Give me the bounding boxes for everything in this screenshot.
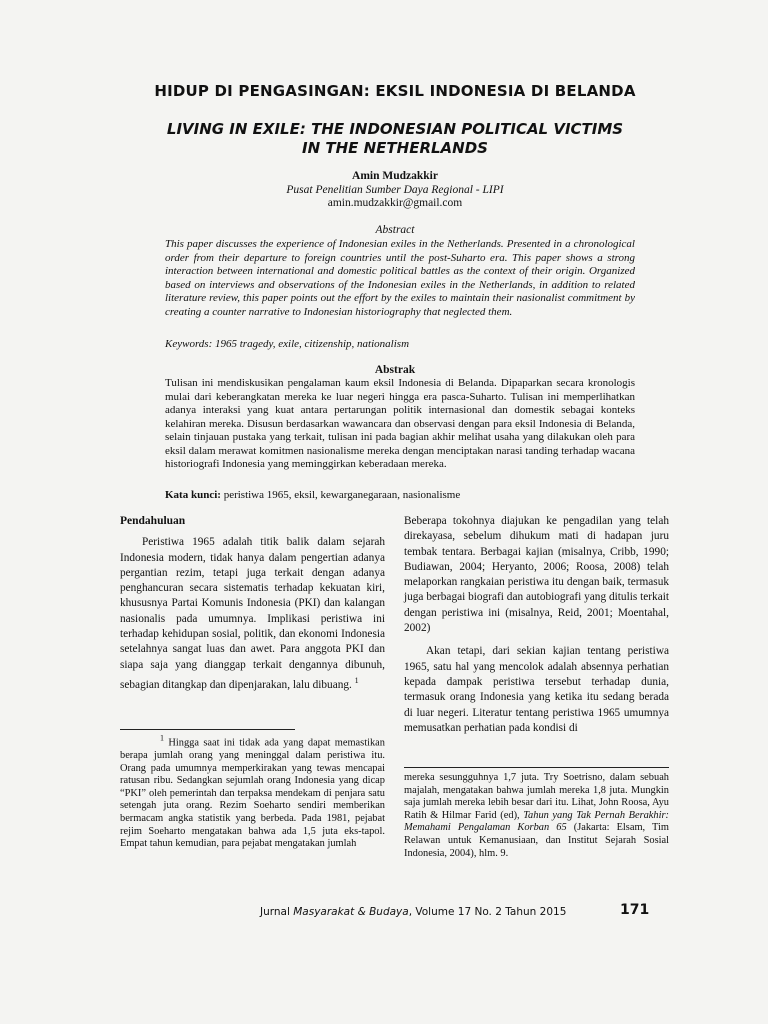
title-english-line-1: LIVING IN EXILE: THE INDONESIAN POLITICAL VICTIMS <box>166 120 624 138</box>
running-footer <box>260 906 566 918</box>
kata-kunci-values: peristiwa 1965, eksil, kewarganegaraan, nasionalisme <box>220 489 461 501</box>
left-column <box>120 514 385 693</box>
title-indonesian: HIDUP DI PENGASINGAN: EKSIL INDONESIA DI BELANDA <box>154 82 636 100</box>
author-name: Amin Mudzakkir <box>352 170 438 182</box>
kata-kunci-label: Kata kunci: <box>165 489 221 501</box>
body-paragraph-3: Akan tetapi, dari sekian kajian tentang peristiwa 1965, satu hal yang mencolok adalah absennya perhatian kepada dampak peristiwa tersebut terhadap dunia, termasuk orang Indonesia yang ketika itu sedang berada di luar negeri. Literatur tentang peristiwa 1965 umumnya memusatkan perhatian pada kondisi di <box>404 645 669 734</box>
footnote-divider-right <box>404 767 669 768</box>
abstract-keywords: Keywords: 1965 tragedy, exile, citizenship, nationalism <box>165 338 410 350</box>
footnote-continued-text-a: mereka sesungguhnya 1,7 juta. Try Soetrisno, dalam sebuah majalah, mengatakan bahwa jumlah mereka 1,8 juta. Mungkin saja jumlah mereka lebih besar dari itu. Lihat, John Roosa, Ayu Ratih & Hilmar Farid (ed), <box>404 772 669 821</box>
body-paragraph-2: Beberapa tokohnya diajukan ke pengadilan yang telah direkayasa, sebelum dihukum mati di hadapan juru tembak tentara. Berbagai kajian (misalnya, Cribb, 1990; Budiawan, 2004; Heryanto, 2006; Roosa, 2008) telah melaporkan rangkaian peristiwa itu dengan baik, termasuk juga berbagai biografi dan autobiografi yang ditulis terkait dengan peristiwa ini (misalnya, Reid, 2001; Moentahal, 2002) <box>404 515 669 635</box>
footnote-book-title: Tahun yang Tak Pernah Berakhir: Memahami Pengalaman Korban 65 <box>404 809 670 834</box>
author-affiliation: Pusat Penelitian Sumber Daya Regional - LIPI <box>286 183 504 196</box>
body-paragraph-1-text: Peristiwa 1965 adalah titik balik dalam sejarah Indonesia modern, tidak hanya dalam pengertian adanya pergantian rezim, tetapi juga terkait dengan adanya penghancuran secara sistematis terhadap kekuatan kiri, khususnya Partai Komunis Indonesia (PKI) dan kalangan nasionalis pada umumnya. Implikasi peristiwa ini terhadap kehidupan sosial, politik, dan ekonomi Indonesia setelahnya sangat luas dan awet. Para anggota PKI dan siapa saja yang dianggap terkait dengannya dibunuh, sebagian ditangkap dan dipenjarakan, lalu dibuang. <box>120 536 385 691</box>
title-english-line-2: IN THE NETHERLANDS <box>302 139 488 157</box>
footnote-1-continued <box>404 772 669 860</box>
title-english <box>110 120 680 158</box>
footnote-1-text: Hingga saat ini tidak ada yang dapat memastikan berapa jumlah orang yang meninggal dalam peristiwa itu. Orang pada umumnya memperkirakan yang tewas mencapai ratusan ribu. Sedangkan sejumlah orang Indonesia yang dicap “PKI” oleh pemerintah dan terpaksa mendekam di penjara satu setengah juta orang. Rezim Soeharto sendiri memberikan bermacam angka statistik yang berbeda. Pada 1981, pejabat rejim Soeharto mengatakan bahwa ada 1,5 juta eks-tapol. Empat tahun kemudian, para pejabat mengatakan jumlah <box>120 737 385 850</box>
abstract-heading: Abstract <box>375 224 415 236</box>
footnote-divider-left <box>120 729 295 730</box>
abstract-body: This paper discusses the experience of Indonesian exiles in the Netherlands. Presented in a chronological order from their departure to foreign countries until the post-Suharto era. This paper shows a strong interaction between international and domestic political battles as the context of their origin. Organized based on interviews and observations of the Indonesian exiles in the Netherlands, in addition to related literature review, this paper points out the effort by the exiles to maintain their nasionalist commitment by creating a counter narrative to Indonesian historiography that neglected them. <box>165 238 635 318</box>
footer-volume: , Volume 17 No. 2 Tahun 2015 <box>408 906 567 918</box>
footer-prefix: Jurnal <box>260 906 294 918</box>
right-column <box>404 514 669 736</box>
footnote-number: 1 <box>160 734 164 743</box>
section-heading-pendahuluan: Pendahuluan <box>120 515 186 527</box>
abstrak-heading: Abstrak <box>374 364 416 376</box>
page-number: 171 <box>620 902 650 918</box>
footnote-ref-1[interactable]: 1 <box>354 675 359 685</box>
author-email: amin.mudzakkir@gmail.com <box>327 197 463 209</box>
footnote-continued-text-b: (Jakarta: Elsam, Tim Relawan untuk Kemanusiaan, dan Institut Sejarah Sosial Indonesia, 2004), hlm. 9. <box>404 822 669 859</box>
footnote-1 <box>120 733 385 851</box>
kata-kunci <box>165 489 635 501</box>
abstrak-body: Tulisan ini mendiskusikan pengalaman kaum eksil Indonesia di Belanda. Dipaparkan secara kronologis mulai dari keberangkatan mereka ke luar negeri hingga era pasca-Suharto. Tulisan ini memperlihatkan adanya interaksi yang kuat antara pertarungan politik internasional dan domestik sebagai konteks kelahiran mereka. Disusun berdasarkan wawancara dan observasi dengan para eksil Indonesia di Belanda, selain tinjauan pustaka yang terkait, tulisan ini pada bagian akhir melihat usaha yang dilakukan oleh para eksil dalam merawat komitmen nasionalisme mereka dengan menciptakan narasi tanding terhadap wacana historiografi Indonesia yang meminggirkan keberadaan mereka. <box>165 377 635 470</box>
body-paragraph-1 <box>120 535 385 693</box>
author-block <box>110 170 680 211</box>
footer-journal-name: Masyarakat & Budaya <box>293 906 409 918</box>
